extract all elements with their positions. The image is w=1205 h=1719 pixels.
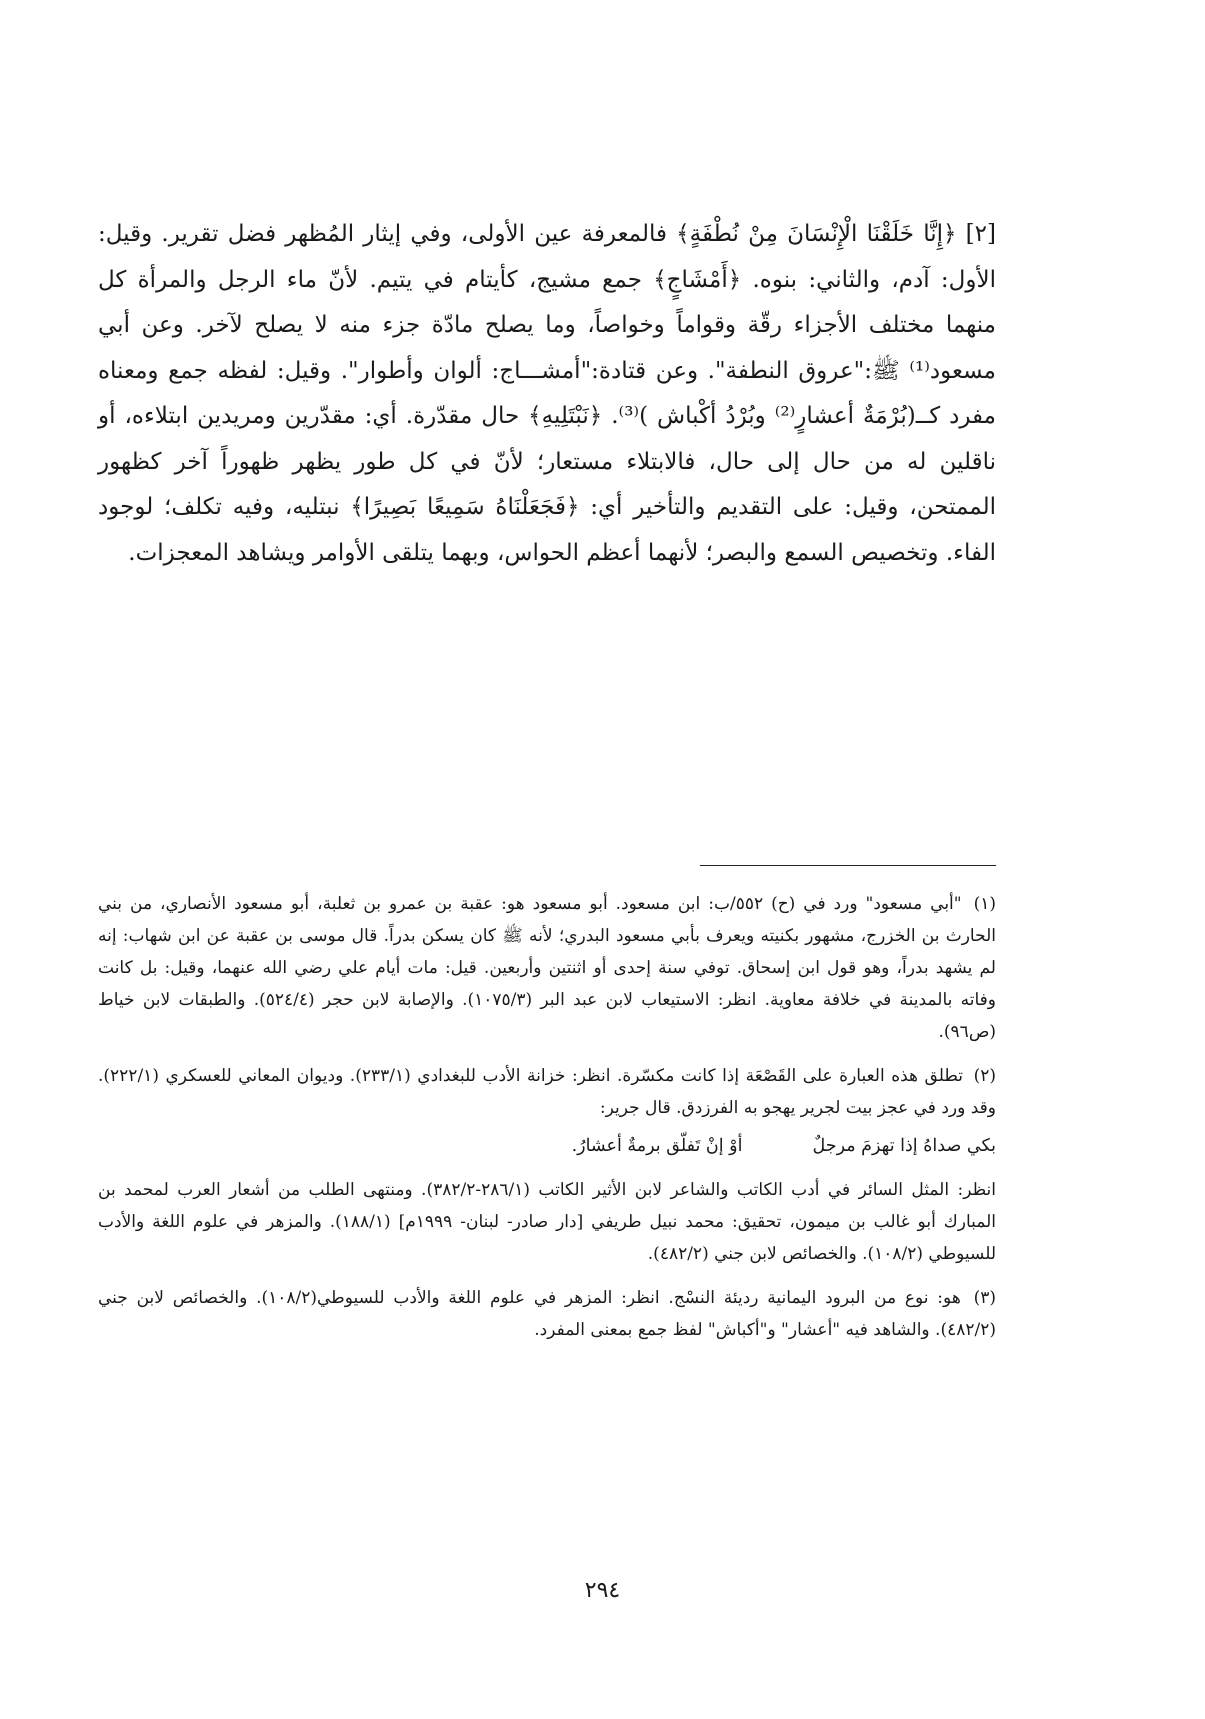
footnote-number: (١) xyxy=(973,894,996,914)
page-number: ٢٩٤ xyxy=(584,1578,621,1603)
footnote-text: "أبي مسعود" ورد في (ح) ٥٥٢/ب: ابن مسعود. أبو مسعود هو: عقبة بن عمرو بن ثعلبة، أبو مسعود الأنصاري، من بني الحارث بن الخزرج، مشهور بكنيته ويعرف بأبي مسعود البدري؛ لأنه ﷺ كان يسكن بدراً. قال موسى بن عقبة عن ابن شهاب: إنه لم يشهد بدراً، وهو قول ابن إسحاق. توفي سنة إحدى أو اثنتين وأربعين. قيل: مات أيام علي رضي الله عنهما، وقيل: بل كانت وفاته بالمدينة في خلافة معاوية. انظر: الاستيعاب لابن عبد البر (١٠٧٥/٣). والإصابة لابن حجر (٥٢٤/٤). والطبقات لابن خياط (ص٩٦). xyxy=(98,894,996,1042)
footnote-2 xyxy=(98,1060,996,1124)
verse-first-hemistich: بكي صداهُ إذا تهزمَ مرجلٌ xyxy=(812,1136,996,1156)
footnote-number: (٣) xyxy=(973,1288,996,1308)
main-body-text: [٢] ﴿إِنَّا خَلَقْنَا الْإِنْسَانَ مِنْ نُطْفَةٍ﴾ فالمعرفة عين الأولى، وفي إيثار المُظهر فضل تقرير. وقيل: الأول: آدم، والثاني: بنوه. ﴿أَمْشَاجٍ﴾ جمع مشيج، كأيتام في يتيم. لأنّ ماء الرجل والمرأة كل منهما مختلف الأجزاء رقّة وقواماً وخواصاً، وما يصلح مادّة جزء منه لا يصلح لآخر. وعن أبي مسعود⁽¹⁾ ﷺ:"عروق النطفة". وعن قتادة:"أمشـــاج: ألوان وأطوار". وقيل: لفظه جمع ومعناه مفرد كــ(بُرْمَةٌ أعشارٍ⁽²⁾ وبُرْدُ أكْباش )⁽³⁾. ﴿نَبْتَلِيهِ﴾ حال مقدّرة. أي: مقدّرين ومريدين ابتلاءه، أو ناقلين له من حال إلى حال، فالابتلاء مستعار؛ لأنّ في كل طور يظهر ظهوراً آخر كظهور الممتحن، وقيل: على التقديم والتأخير أي: ﴿فَجَعَلْنَاهُ سَمِيعًا بَصِيرًا﴾ نبتليه، وفيه تكلف؛ لوجود الفاء. وتخصيص السمع والبصر؛ لأنهما أعظم الحواس، وبهما يتلقى الأوامر ويشاهد المعجزات. xyxy=(98,221,996,566)
verse-second-hemistich: أوْ إنْ تَفلّق برمةٌ أعشارُ. xyxy=(571,1136,743,1156)
footnote-text: تطلق هذه العبارة على القَصْعَة إذا كانت مكسّرة. انظر: خزانة الأدب للبغدادي (٢٣٣/١). وديوان المعاني للعسكري (٢٢٢/١). وقد ورد في عجز بيت لجرير يهجو به الفرزدق. قال جرير: xyxy=(98,1066,996,1118)
footnote-1 xyxy=(98,888,996,1048)
footnotes-section xyxy=(98,888,996,1358)
footnote-number: (٢) xyxy=(973,1066,996,1086)
footnote-2-sources: انظر: المثل السائر في أدب الكاتب والشاعر لابن الأثير الكاتب (٢٨٦/١-٣٨٢/٢). ومنتهى الطلب من أشعار العرب لمحمد بن المبارك أبو غالب بن ميمون، تحقيق: محمد نبيل طريفي [دار صادر- لبنان- ١٩٩٩م] (١٨٨/١). والمزهر في علوم اللغة والأدب للسيوطي (١٠٨/٢). والخصائص لابن جني (٤٨٢/٢). xyxy=(98,1180,996,1264)
footnote-3 xyxy=(98,1282,996,1346)
poetry-verse xyxy=(98,1130,996,1162)
footnote-separator xyxy=(700,865,996,866)
footnote-text: هو: نوع من البرود اليمانية رديئة النسْج. انظر: المزهر في علوم اللغة والأدب للسيوطي(١٠٨/٢). والخصائص لابن جني (٤٨٢/٢). والشاهد فيه "أعشار" و"أكباش" لفظ جمع بمعنى المفرد. xyxy=(98,1288,996,1340)
